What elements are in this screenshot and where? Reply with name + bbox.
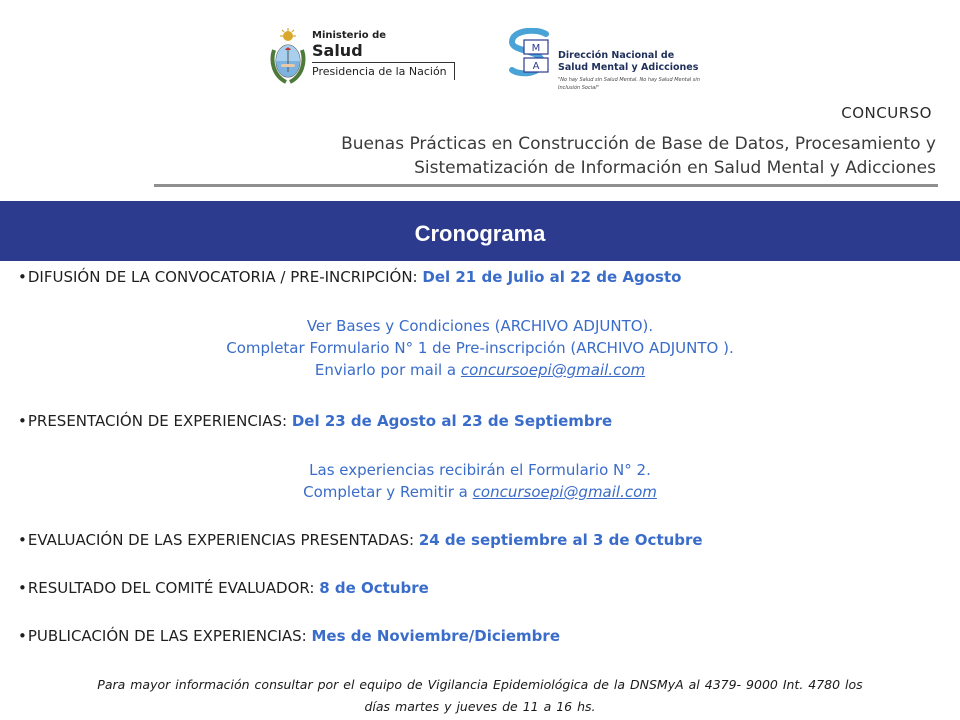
title-divider	[154, 184, 938, 187]
item-label: RESULTADO DEL COMITÉ EVALUADOR:	[27, 579, 320, 597]
item-label: PUBLICACIÓN DE LAS EXPERIENCIAS:	[27, 627, 312, 645]
dnsma-logo	[506, 28, 706, 91]
coat-of-arms-icon	[268, 28, 308, 86]
item-date: 24 de septiembre al 3 de Octubre	[418, 531, 703, 549]
detail-text: Enviarlo por mail a	[314, 361, 461, 379]
schedule-item-presentacion	[18, 412, 612, 430]
bullet: •	[18, 412, 27, 430]
schedule-item-difusion	[18, 268, 681, 286]
schedule-item-publicacion	[18, 627, 560, 645]
item-date: Del 21 de Julio al 22 de Agosto	[422, 268, 682, 286]
dnsma-line-1: Dirección Nacional de	[558, 50, 675, 61]
concurso-label: CONCURSO	[841, 104, 932, 122]
bullet: •	[18, 579, 27, 597]
item-details-difusion	[0, 315, 960, 381]
item-date: 8 de Octubre	[319, 579, 429, 597]
detail-line	[0, 359, 960, 381]
detail-line: Las experiencias recibirán el Formulario N° 2.	[309, 461, 651, 479]
contact-footer	[12, 674, 948, 718]
ministerio-salud-logo	[268, 28, 458, 88]
logo-line-salud: Salud	[312, 41, 363, 60]
banner-title: Cronograma	[414, 221, 546, 246]
email-link[interactable]: concursoepi@gmail.com	[460, 361, 646, 379]
detail-text: Completar y Remitir a	[303, 483, 473, 501]
email-link[interactable]: concursoepi@gmail.com	[472, 483, 657, 501]
schedule-item-evaluacion	[18, 531, 703, 549]
sma-mark-icon	[506, 28, 554, 84]
bullet: •	[18, 531, 27, 549]
item-label: DIFUSIÓN DE LA CONVOCATORIA / PRE-INCRIPCIÓN:	[27, 268, 423, 286]
title-line-1: Buenas Prácticas en Construcción de Base de Datos, Procesamiento y	[341, 134, 936, 154]
cronograma-banner	[0, 201, 960, 261]
item-label: EVALUACIÓN DE LAS EXPERIENCIAS PRESENTADAS:	[27, 531, 419, 549]
bullet: •	[18, 627, 27, 645]
item-date: Del 23 de Agosto al 23 de Septiembre	[291, 412, 613, 430]
detail-line: Completar Formulario N° 1 de Pre-inscripción (ARCHIVO ADJUNTO ).	[226, 339, 734, 357]
bullet: •	[18, 268, 27, 286]
schedule-item-resultado	[18, 579, 429, 597]
logo-line-presidencia: Presidencia de la Nación	[312, 62, 455, 80]
footer-line-1: Para mayor información consultar por el equipo de Vigilancia Epidemiológica de la DNSMyA al 4379- 9000 Int. 4780 los	[97, 677, 863, 692]
detail-line	[0, 481, 960, 503]
item-details-presentacion	[0, 459, 960, 503]
dnsma-tagline: "No hay Salud sin Salud Mental. No hay Salud Mental sin Inclusión Social"	[558, 77, 700, 91]
item-date: Mes de Noviembre/Diciembre	[311, 627, 560, 645]
item-label: PRESENTACIÓN DE EXPERIENCIAS:	[27, 412, 292, 430]
detail-line: Ver Bases y Condiciones (ARCHIVO ADJUNTO).	[306, 317, 654, 335]
sma-letter-m: M	[531, 43, 541, 54]
page-title	[216, 132, 936, 180]
footer-line-2: días martes y jueves de 11 a 16 hs.	[364, 699, 596, 714]
title-line-2: Sistematización de Información en Salud Mental y Adicciones	[414, 158, 936, 178]
dnsma-line-2: Salud Mental y Adicciones	[558, 62, 699, 73]
sma-letter-a: A	[532, 61, 540, 72]
logo-line-ministerio: Ministerio de	[312, 30, 387, 41]
